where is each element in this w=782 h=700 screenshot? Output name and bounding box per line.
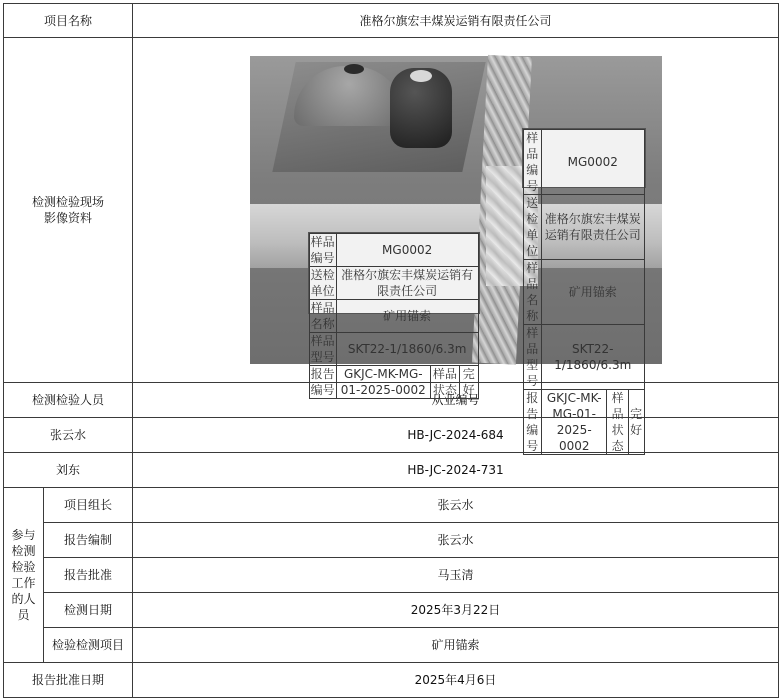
tag2-k3: 样品型号: [310, 334, 335, 364]
tag1-k0: 样品编号: [523, 130, 541, 195]
tag1-v0: MG0002: [542, 130, 645, 195]
tag2-k1: 送检单位: [310, 268, 335, 298]
approval-date-label: 报告批准日期: [4, 663, 133, 698]
tag2-v0: MG0002: [336, 234, 478, 267]
inspector-name: 张云水: [4, 418, 133, 453]
sample-tag-1: [522, 128, 646, 453]
table-row: [4, 558, 779, 593]
approval-date-value: 2025年4月6日: [133, 663, 779, 698]
role-value: 矿用锚索: [133, 628, 779, 663]
role-label: 检测日期: [44, 593, 133, 628]
inspectors-header: 检测检验人员: [4, 383, 133, 418]
table-row: [4, 593, 779, 628]
participants-label: 参与 检测 检验 工作 的人 员: [4, 488, 44, 663]
inspector-cert: HB-JC-2024-684: [133, 418, 779, 453]
row-photo: [4, 38, 779, 383]
tag1-v1: 准格尔旗宏丰煤炭运销有限责任公司: [542, 195, 645, 260]
role-value: 张云水: [133, 488, 779, 523]
row-project-name: [4, 4, 779, 38]
inspector-name: 刘东: [4, 453, 133, 488]
tag2-k4: 报告编号: [310, 367, 335, 397]
table-row: [4, 523, 779, 558]
tag1-k2: 样品名称: [523, 260, 541, 325]
cert-header: 从业编号: [133, 383, 779, 418]
project-name-value: 准格尔旗宏丰煤炭运销有限责任公司: [133, 4, 779, 38]
role-label: 报告批准: [44, 558, 133, 593]
table-row: [4, 628, 779, 663]
tag2-v4: GKJC-MK-MG-01-2025-0002: [336, 366, 430, 399]
sample-tag-2: [308, 232, 480, 397]
table-row: [4, 488, 779, 523]
nut-hole-shape: [410, 70, 432, 82]
role-label: 检验检测项目: [44, 628, 133, 663]
role-value: 马玉清: [133, 558, 779, 593]
tag1-k3: 样品型号: [523, 325, 541, 390]
tag2-v3: SKT22-1/1860/6.3m: [336, 333, 478, 366]
tag1-v4: GKJC-MK-MG-01-2025-0002: [542, 390, 607, 455]
role-value: 张云水: [133, 523, 779, 558]
table-row: [4, 418, 779, 453]
role-label: 项目组长: [44, 488, 133, 523]
project-name-label: 项目名称: [4, 4, 133, 38]
tag1-v3: SKT22-1/1860/6.3m: [542, 325, 645, 390]
tag2-k2: 样品名称: [310, 301, 335, 331]
report-form: [3, 3, 779, 698]
tag1-v5: 完好: [628, 390, 644, 455]
inspector-cert: HB-JC-2024-731: [133, 453, 779, 488]
tag2-k5: 样品状态: [430, 366, 459, 399]
tag2-v5: 完好: [460, 366, 478, 399]
table-row: [4, 453, 779, 488]
row-approval-date: [4, 663, 779, 698]
tag2-v2: 矿用锚索: [336, 300, 478, 333]
tag2-v1: 准格尔旗宏丰煤炭运销有限责任公司: [336, 267, 478, 300]
tag1-k4: 报告编号: [523, 390, 541, 455]
tag1-k1: 送检单位: [523, 195, 541, 260]
dome-hole-shape: [344, 64, 364, 74]
tag1-k5: 样品状态: [607, 390, 628, 455]
tag2-k0: 样品编号: [310, 235, 335, 265]
role-label: 报告编制: [44, 523, 133, 558]
role-value: 2025年3月22日: [133, 593, 779, 628]
photo-label: 检测检验现场 影像资料: [4, 38, 133, 383]
tag1-v2: 矿用锚索: [542, 260, 645, 325]
